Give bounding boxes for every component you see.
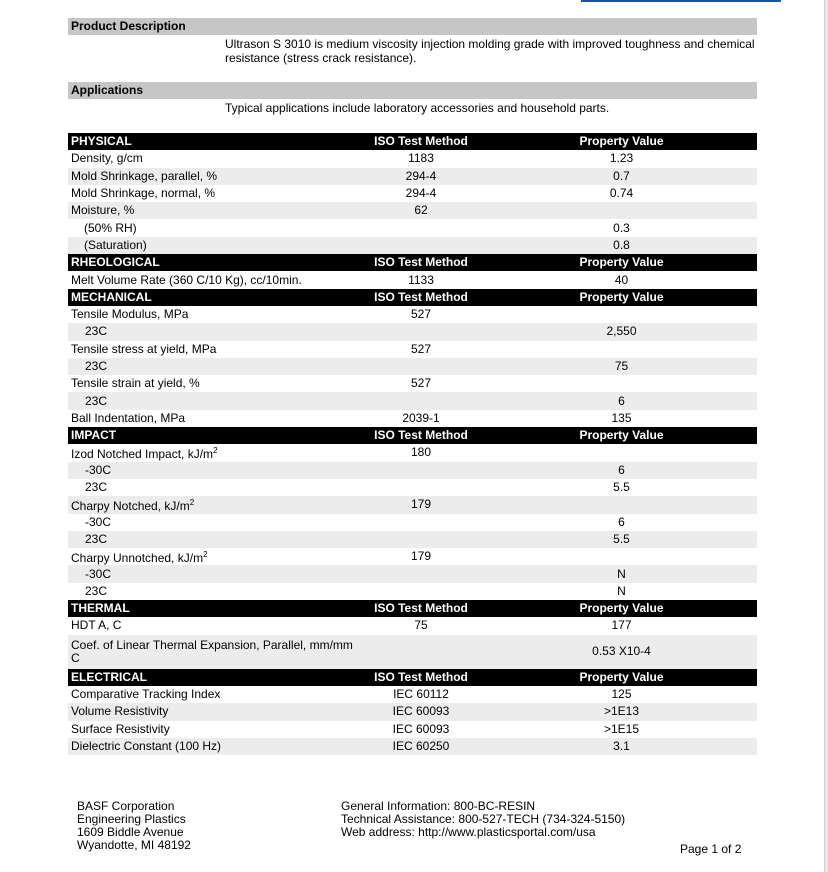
property-value	[486, 531, 757, 548]
property-value	[486, 686, 757, 703]
product-description-heading: Product Description	[68, 18, 757, 35]
cell-text: 6	[618, 393, 625, 408]
cell-text: 0.8	[613, 237, 630, 252]
cell-text: Property Value	[579, 289, 664, 304]
cell-text: 135	[611, 410, 632, 425]
property-name	[68, 617, 356, 634]
property-name	[68, 514, 356, 531]
iso-test-method	[356, 617, 486, 634]
property-name	[68, 479, 356, 496]
cell-text: Melt Volume Rate (360 C/10 Kg), cc/10min.	[71, 272, 302, 287]
property-name	[68, 686, 356, 703]
cell-text: Coef. of Linear Thermal Expansion, Parallel, mm/mm C	[71, 637, 353, 665]
property-value	[486, 635, 757, 669]
iso-test-method	[356, 185, 486, 202]
cell-text: 62	[414, 203, 428, 218]
iso-test-method	[356, 583, 486, 600]
table-section-header	[68, 600, 757, 617]
footer-contact	[341, 800, 625, 839]
iso-test-method	[356, 219, 486, 236]
cell-text: ISO Test Method	[374, 134, 468, 149]
cell-text: IMPACT	[71, 428, 117, 443]
property-value	[486, 150, 757, 167]
table-row	[68, 444, 757, 461]
iso-test-method	[356, 237, 486, 254]
cell-text: 6	[618, 462, 625, 477]
cell-text: Tensile Modulus, MPa	[71, 307, 189, 322]
property-value	[486, 168, 757, 185]
table-row	[68, 150, 757, 167]
cell-text: 2,550	[606, 324, 637, 339]
cell-text: Izod Notched Impact, kJ/m	[71, 447, 214, 462]
footer-general-info: General Information: 800-BC-RESIN	[341, 799, 536, 813]
iso-test-method	[356, 548, 486, 565]
property-value	[486, 600, 757, 617]
table-row	[68, 341, 757, 358]
property-value	[486, 565, 757, 582]
property-name	[68, 202, 356, 219]
footer-address-line: BASF Corporation	[77, 799, 175, 813]
cell-text: Charpy Notched, kJ/m	[71, 499, 190, 514]
property-name	[68, 375, 356, 392]
cell-text: ISO Test Method	[374, 601, 468, 616]
footer-web-address[interactable]: Web address: http://www.plasticsportal.com/usa	[341, 825, 596, 839]
property-value	[486, 219, 757, 236]
cell-text: PHYSICAL	[71, 134, 132, 149]
table-row	[68, 185, 757, 202]
cell-text: 294-4	[405, 168, 437, 183]
cell-text: (Saturation)	[84, 237, 147, 252]
iso-test-method	[356, 462, 486, 479]
property-name	[68, 635, 356, 669]
table-row	[68, 531, 757, 548]
cell-text: N	[617, 566, 626, 581]
property-value	[486, 703, 757, 720]
property-value	[486, 306, 757, 323]
property-value	[486, 548, 757, 565]
property-value	[486, 341, 757, 358]
iso-test-method	[356, 358, 486, 375]
cell-text: Mold Shrinkage, parallel, %	[71, 168, 218, 183]
cell-text: Property Value	[579, 428, 664, 443]
section-name	[68, 600, 356, 617]
cell-text: THERMAL	[71, 601, 130, 616]
iso-test-method	[356, 496, 486, 513]
iso-test-method	[356, 133, 486, 150]
cell-text: 0.74	[609, 186, 634, 201]
property-value	[486, 514, 757, 531]
property-name	[68, 703, 356, 720]
section-name	[68, 254, 356, 271]
section-name	[68, 289, 356, 306]
product-description-text: Ultrason S 3010 is medium viscosity injection molding grade with improved toughness and chemical resistance (stress crack resistance).	[225, 37, 755, 65]
iso-test-method	[356, 306, 486, 323]
cell-text: Mold Shrinkage, normal, %	[71, 186, 216, 201]
iso-test-method	[356, 150, 486, 167]
footer-technical-assistance: Technical Assistance: 800-527-TECH (734-324-5150)	[341, 812, 626, 826]
table-row	[68, 738, 757, 755]
cell-text: Tensile stress at yield, MPa	[71, 341, 217, 356]
iso-test-method	[356, 168, 486, 185]
cell-text: 23C	[85, 531, 108, 546]
property-value	[486, 323, 757, 340]
cell-text: Comparative Tracking Index	[71, 687, 221, 702]
property-name	[68, 358, 356, 375]
superscript: 2	[213, 446, 218, 456]
cell-text: Property Value	[579, 669, 664, 684]
iso-test-method	[356, 600, 486, 617]
table-row	[68, 635, 757, 669]
table-row	[68, 219, 757, 236]
cell-text: 0.3	[613, 220, 630, 235]
cell-text: 23C	[85, 393, 108, 408]
cell-text: IEC 60250	[392, 738, 450, 753]
table-row	[68, 686, 757, 703]
cell-text: 2039-1	[402, 410, 440, 425]
cell-text: Moisture, %	[71, 203, 135, 218]
cell-text: 180	[410, 445, 432, 460]
property-value	[486, 427, 757, 444]
property-name	[68, 583, 356, 600]
cell-text: >1E13	[603, 704, 640, 719]
iso-test-method	[356, 703, 486, 720]
property-value	[486, 392, 757, 409]
cell-text: RHEOLOGICAL	[71, 255, 160, 270]
section-name	[68, 427, 356, 444]
cell-text: Property Value	[579, 134, 664, 149]
iso-test-method	[356, 444, 486, 461]
iso-test-method	[356, 721, 486, 738]
table-row	[68, 323, 757, 340]
property-value	[486, 583, 757, 600]
iso-test-method	[356, 686, 486, 703]
cell-text: IEC 60093	[392, 704, 450, 719]
cell-text: Volume Resistivity	[71, 704, 169, 719]
property-value	[486, 237, 757, 254]
table-row	[68, 306, 757, 323]
cell-text: (50% RH)	[84, 220, 137, 235]
cell-text: ISO Test Method	[374, 289, 468, 304]
property-value	[486, 444, 757, 461]
table-section-header	[68, 254, 757, 271]
cell-text: 40	[614, 272, 629, 287]
cell-text: 125	[611, 687, 632, 702]
cell-text: 23C	[85, 324, 108, 339]
cell-text: ELECTRICAL	[71, 669, 147, 684]
property-value	[486, 133, 757, 150]
property-name	[68, 565, 356, 582]
top-accent-line	[581, 0, 781, 2]
iso-test-method	[356, 427, 486, 444]
section-name	[68, 133, 356, 150]
property-name	[68, 150, 356, 167]
cell-text: 177	[611, 618, 632, 633]
cell-text: 3.1	[613, 738, 630, 753]
applications-text: Typical applications include laboratory accessories and household parts.	[225, 101, 610, 115]
cell-text: Charpy Unnotched, kJ/m	[71, 551, 204, 566]
iso-test-method	[356, 514, 486, 531]
page-number: Page 1 of 2	[680, 842, 742, 856]
footer-address-line: Wyandotte, MI 48192	[77, 838, 191, 852]
cell-text: -30C	[85, 566, 112, 581]
table-row	[68, 617, 757, 634]
cell-text: Density, g/cm	[71, 151, 143, 166]
cell-text: ISO Test Method	[374, 255, 468, 270]
table-row	[68, 514, 757, 531]
iso-test-method	[356, 341, 486, 358]
table-row	[68, 721, 757, 738]
property-name	[68, 185, 356, 202]
cell-text: ISO Test Method	[374, 669, 468, 684]
table-row	[68, 565, 757, 582]
cell-text: Property Value	[579, 255, 664, 270]
table-section-header	[68, 427, 757, 444]
table-row	[68, 583, 757, 600]
cell-text: IEC 60093	[392, 721, 450, 736]
table-section-header	[68, 669, 757, 686]
property-value	[486, 738, 757, 755]
property-value	[486, 185, 757, 202]
property-value	[486, 617, 757, 634]
property-name	[68, 496, 356, 513]
cell-text: Surface Resistivity	[71, 721, 170, 736]
property-name	[68, 410, 356, 427]
property-name	[68, 738, 356, 755]
iso-test-method	[356, 479, 486, 496]
property-value	[486, 375, 757, 392]
property-name	[68, 271, 356, 288]
property-value	[486, 496, 757, 513]
table-row	[68, 496, 757, 513]
cell-text: 527	[410, 341, 432, 356]
cell-text: 0.7	[613, 168, 630, 183]
cell-text: -30C	[85, 462, 112, 477]
cell-text: 179	[410, 549, 432, 564]
property-name	[68, 168, 356, 185]
iso-test-method	[356, 254, 486, 271]
cell-text: 0.53 X10-4	[592, 644, 651, 659]
cell-text: 527	[410, 307, 432, 322]
cell-text: Property Value	[579, 601, 664, 616]
footer-address	[77, 800, 191, 852]
table-row	[68, 358, 757, 375]
cell-text: 6	[618, 514, 625, 529]
property-name	[68, 323, 356, 340]
property-value	[486, 410, 757, 427]
property-name	[68, 721, 356, 738]
property-name	[68, 531, 356, 548]
iso-test-method	[356, 531, 486, 548]
table-row	[68, 703, 757, 720]
iso-test-method	[356, 392, 486, 409]
table-row	[68, 375, 757, 392]
property-value	[486, 358, 757, 375]
footer-address-line: Engineering Plastics	[77, 812, 186, 826]
iso-test-method	[356, 738, 486, 755]
iso-test-method	[356, 375, 486, 392]
table-row	[68, 271, 757, 288]
iso-test-method	[356, 669, 486, 686]
property-name	[68, 219, 356, 236]
table-row	[68, 548, 757, 565]
table-row	[68, 202, 757, 219]
iso-test-method	[356, 202, 486, 219]
property-value	[486, 254, 757, 271]
property-name	[68, 237, 356, 254]
table-row	[68, 392, 757, 409]
iso-test-method	[356, 271, 486, 288]
cell-text: 5.5	[613, 480, 630, 495]
cell-text: 527	[410, 376, 432, 391]
property-value	[486, 289, 757, 306]
cell-text: N	[617, 583, 626, 598]
iso-test-method	[356, 635, 486, 669]
page-edge	[824, 0, 828, 872]
property-value	[486, 462, 757, 479]
cell-text: 179	[410, 497, 432, 512]
cell-text: 1183	[408, 151, 434, 166]
cell-text: -30C	[85, 514, 112, 529]
cell-text: Dielectric Constant (100 Hz)	[71, 738, 222, 753]
superscript: 2	[203, 550, 208, 560]
property-name	[68, 341, 356, 358]
iso-test-method	[356, 323, 486, 340]
table-row	[68, 237, 757, 254]
cell-text: 1.23	[609, 151, 634, 166]
iso-test-method	[356, 289, 486, 306]
table-row	[68, 479, 757, 496]
iso-test-method	[356, 410, 486, 427]
cell-text: ISO Test Method	[374, 428, 468, 443]
cell-text: >1E15	[603, 721, 640, 736]
table-row	[68, 410, 757, 427]
cell-text: 75	[614, 359, 629, 373]
cell-text: 23C	[85, 480, 108, 495]
properties-table	[68, 133, 757, 755]
footer-address-line: 1609 Biddle Avenue	[77, 825, 184, 839]
applications-heading: Applications	[68, 82, 757, 99]
property-value	[486, 479, 757, 496]
property-value	[486, 721, 757, 738]
table-section-header	[68, 133, 757, 150]
table-section-header	[68, 289, 757, 306]
cell-text: 75	[414, 618, 428, 633]
superscript: 2	[189, 498, 195, 508]
table-row	[68, 462, 757, 479]
section-name	[68, 669, 356, 686]
cell-text: Ball Indentation, MPa	[71, 410, 186, 425]
property-value	[486, 202, 757, 219]
property-name	[68, 306, 356, 323]
property-value	[486, 271, 757, 288]
property-name	[68, 444, 356, 461]
cell-text: 23C	[85, 583, 108, 598]
property-value	[486, 669, 757, 686]
cell-text: 294-4	[405, 186, 437, 201]
cell-text: Tensile strain at yield, %	[71, 376, 200, 391]
property-name	[68, 392, 356, 409]
iso-test-method	[356, 565, 486, 582]
table-row	[68, 168, 757, 185]
cell-text: 23C	[85, 359, 108, 373]
property-name	[68, 462, 356, 479]
property-name	[68, 548, 356, 565]
cell-text: 5.5	[613, 531, 630, 546]
cell-text: IEC 60112	[393, 687, 449, 702]
cell-text: HDT A, C	[71, 618, 122, 633]
cell-text: MECHANICAL	[71, 289, 152, 304]
cell-text: 1133	[408, 272, 434, 287]
